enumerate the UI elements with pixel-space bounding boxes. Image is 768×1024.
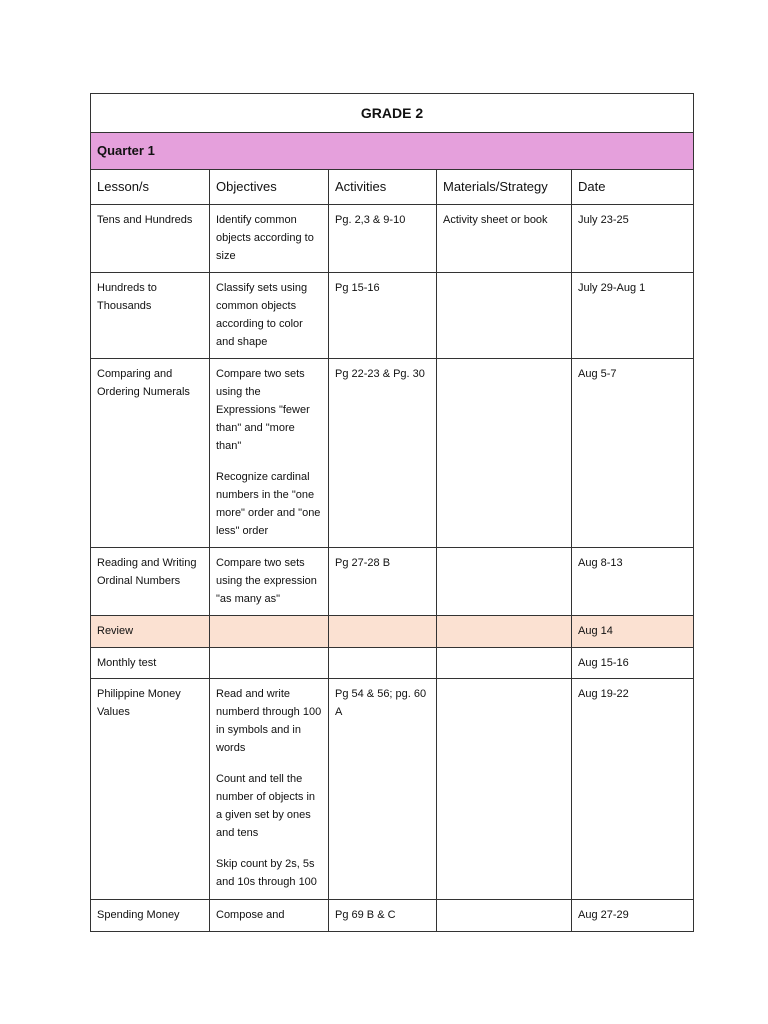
materials-cell: [437, 616, 572, 648]
date-cell: July 29-Aug 1: [572, 273, 694, 359]
date-cell: July 23-25: [572, 205, 694, 273]
materials-cell: [437, 900, 572, 932]
objective-text: Compare two sets using the Expressions "fewer than" and "more than": [216, 368, 310, 452]
lesson-cell: Tens and Hundreds: [91, 205, 210, 273]
date-cell: Aug 5-7: [572, 359, 694, 548]
objectives-cell: [210, 548, 329, 616]
lesson-plan-table: [90, 93, 694, 932]
materials-cell: [437, 679, 572, 900]
objectives-cell: [210, 900, 329, 932]
grade-title: GRADE 2: [91, 94, 694, 133]
objective-text: Count and tell the number of objects in a given set by ones and tens: [216, 773, 316, 839]
quarter-row: [91, 133, 694, 170]
header-lesson: Lesson/s: [91, 170, 210, 205]
lesson-cell: Spending Money: [91, 900, 210, 932]
date-cell: Aug 14: [572, 616, 694, 648]
objective-text: Compose and: [216, 909, 285, 921]
materials-cell: [437, 273, 572, 359]
activities-cell: Pg 27-28 B: [329, 548, 437, 616]
table-row: [91, 648, 694, 679]
objective-text: Skip count by 2s, 5s and 10s through 100: [216, 858, 317, 888]
date-cell: Aug 8-13: [572, 548, 694, 616]
materials-cell: [437, 359, 572, 548]
table-row: [91, 359, 694, 548]
objectives-cell: [210, 205, 329, 273]
lesson-cell: Monthly test: [91, 648, 210, 679]
materials-cell: [437, 648, 572, 679]
title-row: [91, 94, 694, 133]
header-date: Date: [572, 170, 694, 205]
lesson-cell: Philippine Money Values: [91, 679, 210, 900]
activities-cell: Pg. 2,3 & 9-10: [329, 205, 437, 273]
header-objectives: Objectives: [210, 170, 329, 205]
lesson-cell: Review: [91, 616, 210, 648]
table-row-review: [91, 616, 694, 648]
objectives-cell: [210, 616, 329, 648]
objectives-cell: [210, 648, 329, 679]
table-row: [91, 273, 694, 359]
objectives-cell: [210, 359, 329, 548]
header-materials: Materials/Strategy: [437, 170, 572, 205]
objective-text: Classify sets using common objects according to color and shape: [216, 282, 308, 348]
activities-cell: Pg 54 & 56; pg. 60 A: [329, 679, 437, 900]
objectives-cell: [210, 273, 329, 359]
activities-cell: [329, 616, 437, 648]
activities-cell: Pg 15-16: [329, 273, 437, 359]
objective-text: Read and write numberd through 100 in symbols and in words: [216, 688, 322, 754]
date-cell: Aug 15-16: [572, 648, 694, 679]
activities-cell: [329, 648, 437, 679]
table-row: [91, 548, 694, 616]
date-cell: Aug 27-29: [572, 900, 694, 932]
objective-text: Compare two sets using the expression "as many as": [216, 557, 317, 605]
materials-cell: Activity sheet or book: [437, 205, 572, 273]
materials-cell: [437, 548, 572, 616]
lesson-cell: Comparing and Ordering Numerals: [91, 359, 210, 548]
header-row: [91, 170, 694, 205]
lesson-cell: Hundreds to Thousands: [91, 273, 210, 359]
table-row: [91, 679, 694, 900]
table-row: [91, 900, 694, 932]
header-activities: Activities: [329, 170, 437, 205]
objective-text: Identify common objects according to size: [216, 214, 314, 262]
activities-cell: Pg 69 B & C: [329, 900, 437, 932]
quarter-title: Quarter 1: [91, 133, 694, 170]
objective-text: Recognize cardinal numbers in the "one more" order and "one less" order: [216, 471, 321, 537]
lesson-cell: Reading and Writing Ordinal Numbers: [91, 548, 210, 616]
objectives-cell: [210, 679, 329, 900]
table-row: [91, 205, 694, 273]
activities-cell: Pg 22-23 & Pg. 30: [329, 359, 437, 548]
date-cell: Aug 19-22: [572, 679, 694, 900]
